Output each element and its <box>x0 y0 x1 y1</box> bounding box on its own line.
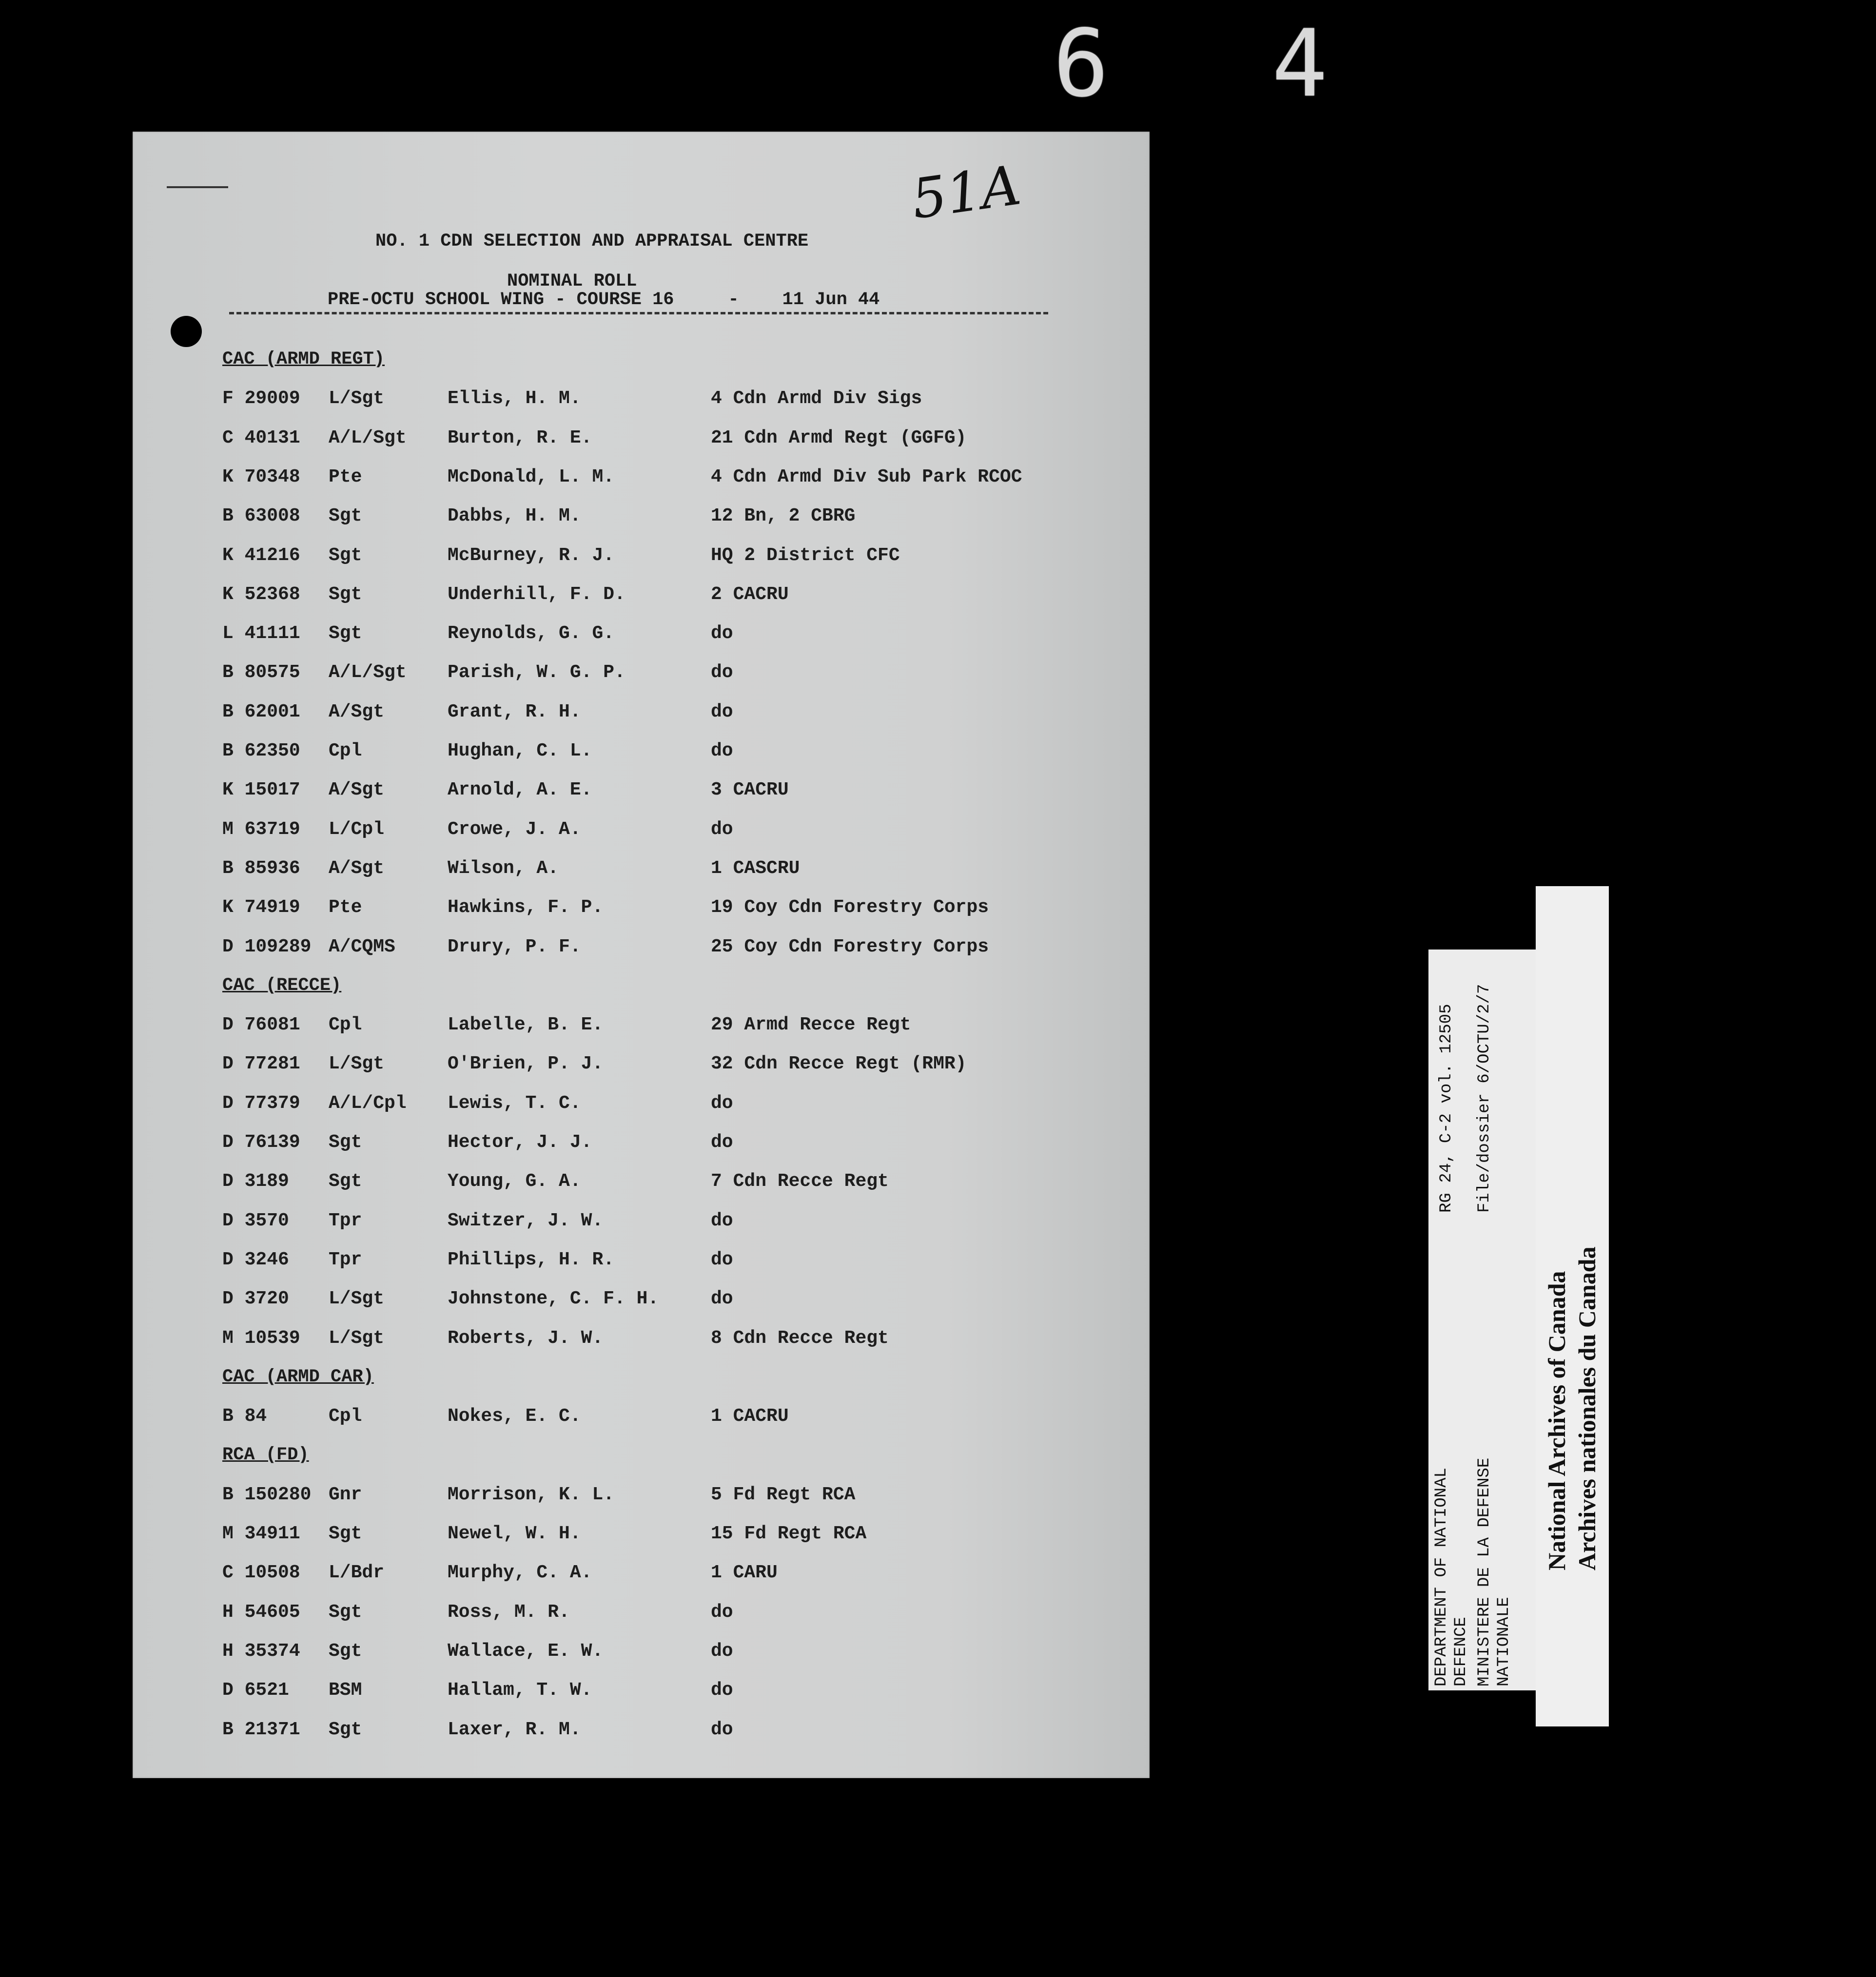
rank: Pte <box>329 897 362 918</box>
rank: Sgt <box>329 544 362 566</box>
unit: 15 Fd Regt RCA <box>711 1523 867 1544</box>
frame-number: 6 4 <box>1053 10 1382 117</box>
service-number: H 54605 <box>222 1601 300 1623</box>
member-name: O'Brien, P. J. <box>448 1053 604 1075</box>
rank: Sgt <box>329 1601 362 1623</box>
header-unit-title: NO. 1 CDN SELECTION AND APPRAISAL CENTRE <box>375 231 809 252</box>
unit: do <box>711 1288 733 1310</box>
unit: do <box>711 1680 733 1701</box>
header-roll-title: NOMINAL ROLL <box>507 271 637 291</box>
member-name: Laxer, R. M. <box>448 1719 581 1740</box>
rank: A/Sgt <box>329 857 385 879</box>
service-number: K 41216 <box>222 544 300 566</box>
member-name: Drury, P. F. <box>448 936 581 957</box>
rank: L/Bdr <box>329 1562 385 1584</box>
unit: 12 Bn, 2 CBRG <box>711 505 856 527</box>
member-name: Lewis, T. C. <box>448 1092 581 1114</box>
member-name: Phillips, H. R. <box>448 1249 615 1270</box>
punch-hole <box>171 316 202 347</box>
service-number: D 3570 <box>222 1210 289 1231</box>
member-name: Arnold, A. E. <box>448 779 592 801</box>
service-number: C 10508 <box>222 1562 300 1584</box>
member-name: Hughan, C. L. <box>448 740 592 761</box>
unit: do <box>711 662 733 683</box>
member-name: Ross, M. R. <box>448 1601 570 1623</box>
service-number: K 74919 <box>222 897 300 918</box>
rank: Sgt <box>329 1719 362 1740</box>
rank: Sgt <box>329 1640 362 1662</box>
unit: 1 CACRU <box>711 1406 789 1427</box>
unit: do <box>711 818 733 840</box>
member-name: Young, G. A. <box>448 1171 581 1192</box>
dept-line-2: DEFENCE <box>1452 1617 1470 1686</box>
service-number: B 21371 <box>222 1719 300 1740</box>
member-name: Newel, W. H. <box>448 1523 581 1544</box>
service-number: K 70348 <box>222 466 300 487</box>
member-name: McDonald, L. M. <box>448 466 615 487</box>
member-name: Hector, J. J. <box>448 1132 592 1153</box>
dept-line-4: NATIONALE <box>1495 1597 1513 1686</box>
service-number: D 6521 <box>222 1680 289 1701</box>
unit: do <box>711 1249 733 1270</box>
unit: 21 Cdn Armd Regt (GGFG) <box>711 427 967 448</box>
archives-stamp <box>1536 886 1609 1726</box>
member-name: Switzer, J. W. <box>448 1210 604 1231</box>
member-name: Nokes, E. C. <box>448 1406 581 1427</box>
service-number: B 85936 <box>222 857 300 879</box>
member-name: Hawkins, F. P. <box>448 897 604 918</box>
header-course-line: PRE-OCTU SCHOOL WING - COURSE 16 - 11 Jun 44 <box>328 290 880 310</box>
rank: Sgt <box>329 1523 362 1544</box>
unit: do <box>711 701 733 722</box>
header-dashed-rule <box>229 312 1048 314</box>
service-number: B 63008 <box>222 505 300 527</box>
rank: L/Sgt <box>329 1288 385 1310</box>
service-number: D 109289 <box>222 936 312 957</box>
service-number: M 63719 <box>222 818 300 840</box>
dept-line-1: DEPARTMENT OF NATIONAL <box>1432 1468 1451 1686</box>
rank: Pte <box>329 466 362 487</box>
rank: Cpl <box>329 1014 362 1036</box>
service-number: B 80575 <box>222 662 300 683</box>
unit: 7 Cdn Recce Regt <box>711 1171 889 1192</box>
rank: A/Sgt <box>329 779 385 801</box>
member-name: Reynolds, G. G. <box>448 623 615 644</box>
unit: 8 Cdn Recce Regt <box>711 1327 889 1349</box>
rank: A/L/Sgt <box>329 662 407 683</box>
member-name: Parish, W. G. P. <box>448 662 625 683</box>
unit: do <box>711 1719 733 1740</box>
unit: 2 CACRU <box>711 583 789 605</box>
service-number: B 150280 <box>222 1484 312 1505</box>
service-number: B 84 <box>222 1406 267 1427</box>
rank: Cpl <box>329 740 362 761</box>
member-name: Burton, R. E. <box>448 427 592 448</box>
rank: Cpl <box>329 1406 362 1427</box>
unit: 1 CARU <box>711 1562 778 1584</box>
rank: L/Cpl <box>329 818 385 840</box>
section-heading: RCA (FD) <box>222 1445 309 1466</box>
handwritten-folio-mark: 51A <box>908 154 1025 232</box>
section-heading: CAC (ARMD CAR) <box>222 1366 374 1387</box>
member-name: Ellis, H. M. <box>448 388 581 409</box>
member-name: Dabbs, H. M. <box>448 505 581 527</box>
unit: do <box>711 623 733 644</box>
unit: 3 CACRU <box>711 779 789 801</box>
rank: L/Sgt <box>329 388 385 409</box>
unit: HQ 2 District CFC <box>711 544 900 566</box>
service-number: K 52368 <box>222 583 300 605</box>
unit: 25 Coy Cdn Forestry Corps <box>711 936 989 957</box>
unit: do <box>711 1601 733 1623</box>
rank: Sgt <box>329 583 362 605</box>
member-name: Underhill, F. D. <box>448 583 625 605</box>
dept-line-3: MINISTERE DE LA DEFENSE <box>1475 1457 1494 1686</box>
rank: A/L/Sgt <box>329 427 407 448</box>
service-number: B 62350 <box>222 740 300 761</box>
service-number: K 15017 <box>222 779 300 801</box>
service-number: D 77281 <box>222 1053 300 1075</box>
unit: 29 Armd Recce Regt <box>711 1014 911 1036</box>
rank: Sgt <box>329 505 362 527</box>
service-number: M 34911 <box>222 1523 300 1544</box>
service-number: D 3720 <box>222 1288 289 1310</box>
rank: Sgt <box>329 1132 362 1153</box>
service-number: D 76139 <box>222 1132 300 1153</box>
service-number: B 62001 <box>222 701 300 722</box>
member-name: Grant, R. H. <box>448 701 581 722</box>
service-number: L 41111 <box>222 623 300 644</box>
member-name: Johnstone, C. F. H. <box>448 1288 659 1310</box>
rank: Sgt <box>329 1171 362 1192</box>
section-heading: CAC (RECCE) <box>222 975 342 996</box>
service-number: D 76081 <box>222 1014 300 1036</box>
member-name: Labelle, B. E. <box>448 1014 604 1036</box>
service-number: C 40131 <box>222 427 300 448</box>
service-number: H 35374 <box>222 1640 300 1662</box>
ref-volume: RG 24, C-2 vol. 12505 <box>1437 1004 1456 1213</box>
member-name: McBurney, R. J. <box>448 544 615 566</box>
unit: do <box>711 1132 733 1153</box>
service-number: F 29009 <box>222 388 300 409</box>
rank: Tpr <box>329 1210 362 1231</box>
member-name: Crowe, J. A. <box>448 818 581 840</box>
section-heading: CAC (ARMD REGT) <box>222 349 385 369</box>
unit: 5 Fd Regt RCA <box>711 1484 856 1505</box>
unit: 32 Cdn Recce Regt (RMR) <box>711 1053 967 1075</box>
member-name: Wallace, E. W. <box>448 1640 604 1662</box>
archives-stamp-fr: Archives nationales du Canada <box>1573 1246 1601 1570</box>
unit: 19 Coy Cdn Forestry Corps <box>711 897 989 918</box>
unit: do <box>711 1640 733 1662</box>
rank: L/Sgt <box>329 1053 385 1075</box>
service-number: D 3189 <box>222 1171 289 1192</box>
archives-stamp-en: National Archives of Canada <box>1543 1271 1570 1570</box>
rank: A/CQMS <box>329 936 395 957</box>
unit: 1 CASCRU <box>711 857 800 879</box>
member-name: Wilson, A. <box>448 857 559 879</box>
rank: A/Sgt <box>329 701 385 722</box>
unit: do <box>711 740 733 761</box>
member-name: Roberts, J. W. <box>448 1327 604 1349</box>
service-number: D 3246 <box>222 1249 289 1270</box>
ref-file: File/dossier 6/OCTU/2/7 <box>1475 984 1494 1213</box>
service-number: D 77379 <box>222 1092 300 1114</box>
pen-tick-mark <box>167 186 228 188</box>
archive-reference-label <box>1428 950 1539 1690</box>
rank: L/Sgt <box>329 1327 385 1349</box>
rank: Gnr <box>329 1484 362 1505</box>
service-number: M 10539 <box>222 1327 300 1349</box>
rank: Tpr <box>329 1249 362 1270</box>
unit: do <box>711 1092 733 1114</box>
unit: 4 Cdn Armd Div Sigs <box>711 388 922 409</box>
rank: BSM <box>329 1680 362 1701</box>
unit: 4 Cdn Armd Div Sub Park RCOC <box>711 466 1022 487</box>
rank: A/L/Cpl <box>329 1092 407 1114</box>
member-name: Murphy, C. A. <box>448 1562 592 1584</box>
rank: Sgt <box>329 623 362 644</box>
member-name: Morrison, K. L. <box>448 1484 615 1505</box>
member-name: Hallam, T. W. <box>448 1680 592 1701</box>
unit: do <box>711 1210 733 1231</box>
